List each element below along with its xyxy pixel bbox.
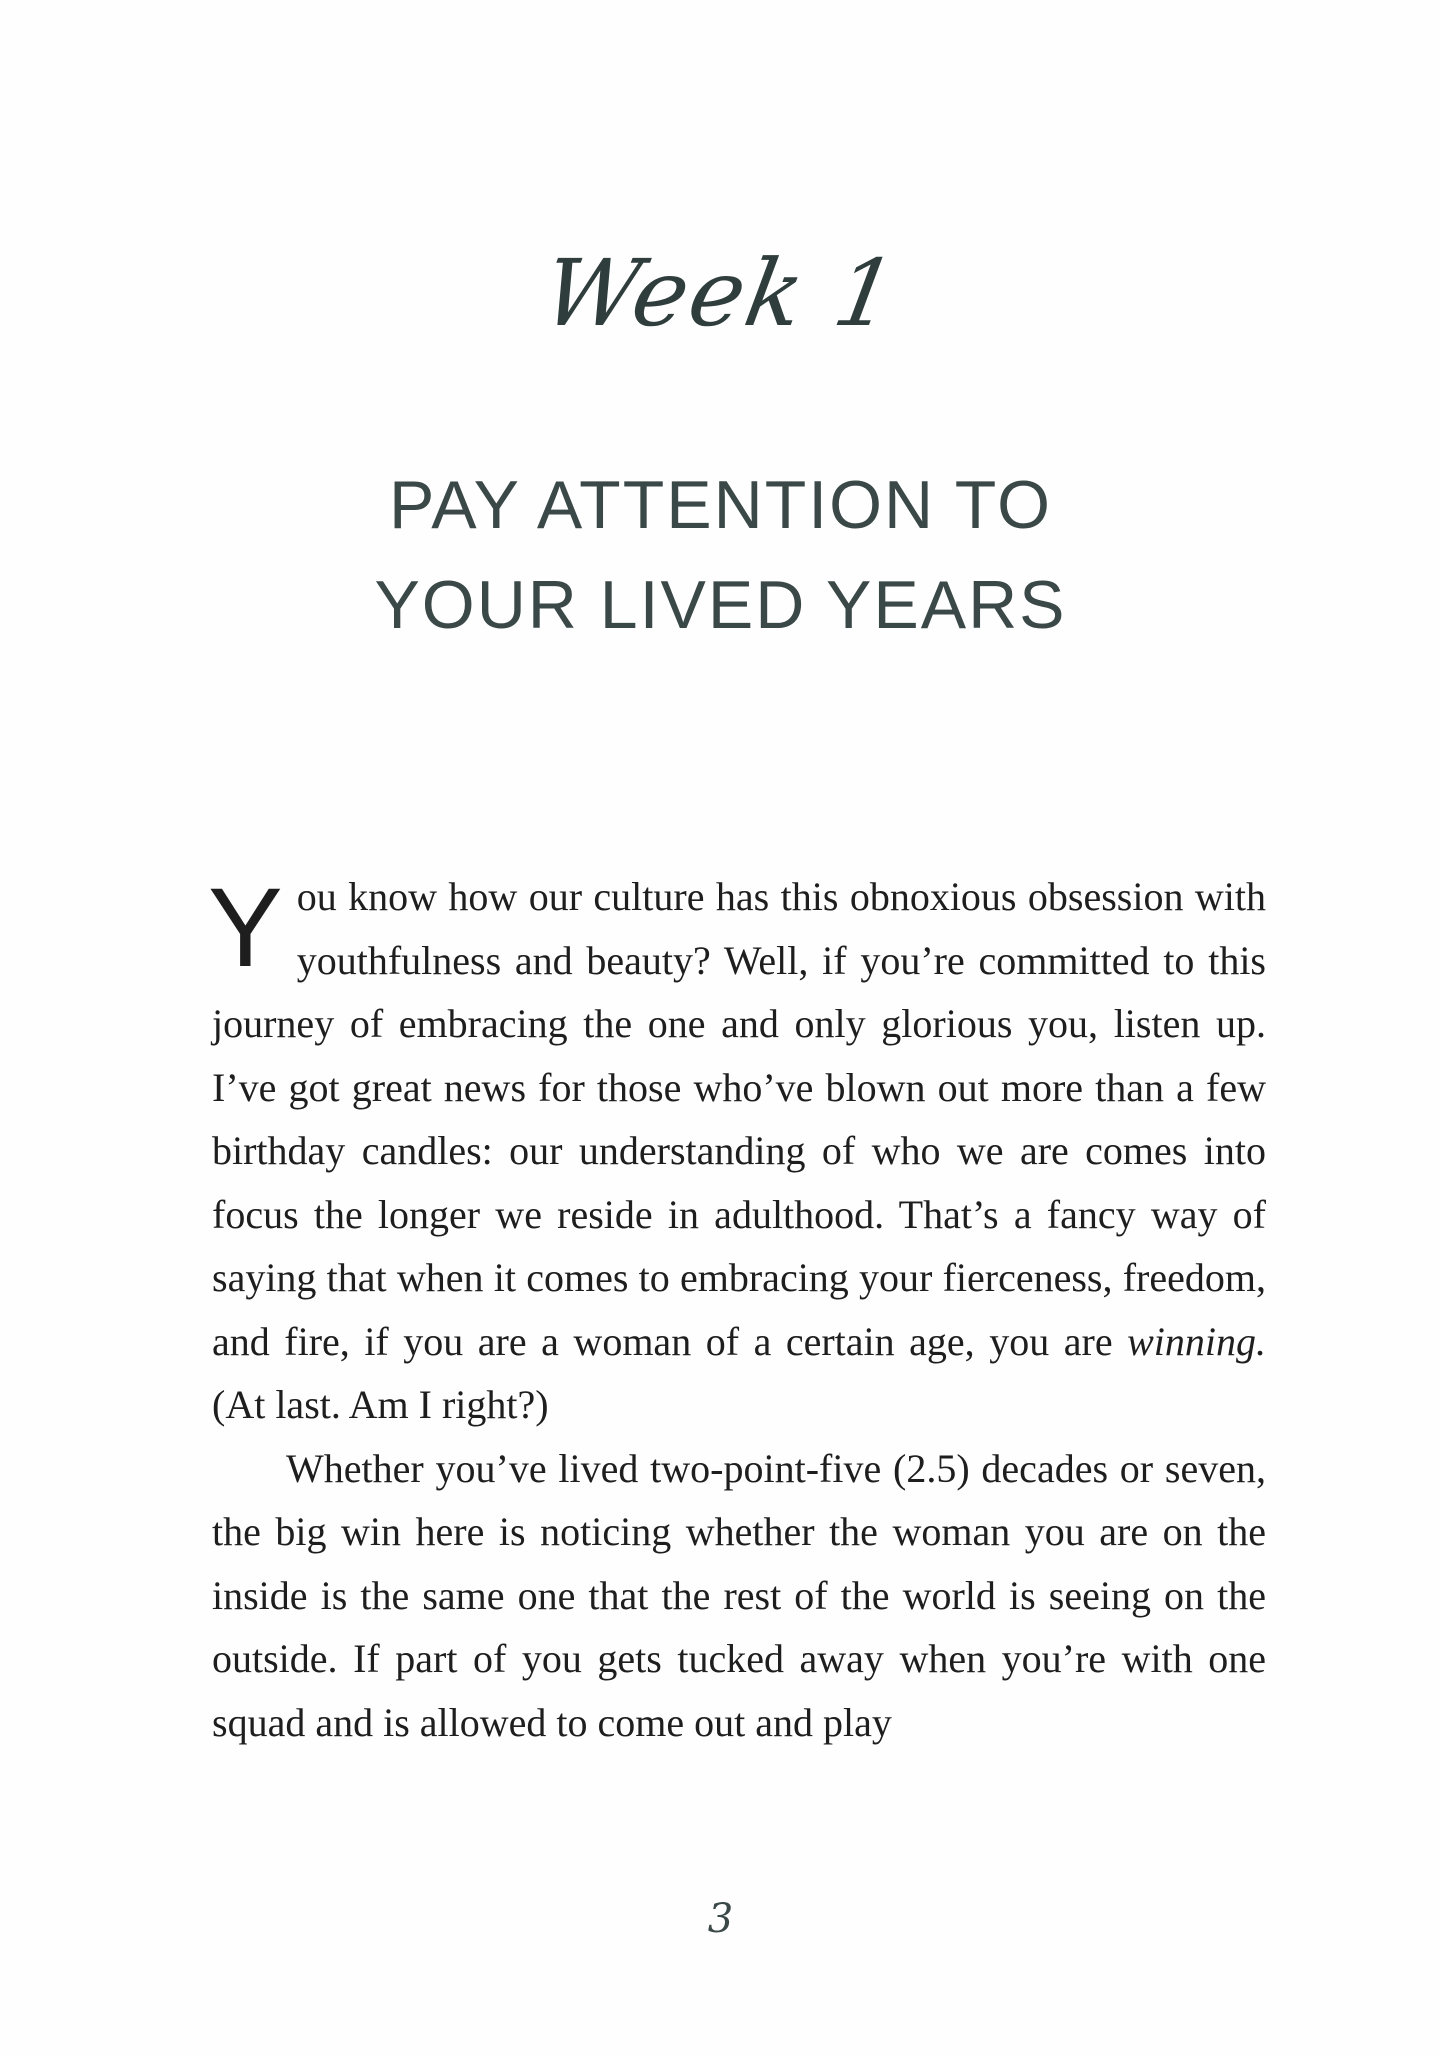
paragraph-1-text: ou know how our culture has this obnoxious obsession with youthfulness and beauty? Well, if you’re committed to this journey of embracing the one and only glorious you, listen up. I’ve got great news for those who’ve blown out more than a few birthday candles: our understanding of who we are comes into focus the longer we reside in adulthood. That’s a fancy way of saying that when it comes to embracing your fierceness, freedom, and fire, if you are a woman of a certain age, you are (212, 874, 1266, 1364)
chapter-title (0, 455, 1441, 655)
week-heading: Week 1 (535, 240, 906, 347)
paragraph-2: Whether you’ve lived two-point-five (2.5) decades or seven, the big win here is noticing whether the woman you are on the inside is the same one that the rest of the world is seeing on the outside. If part of you gets tucked away when you’re with one squad and is allowed to come out and play (212, 1445, 1266, 1745)
drop-cap: Y (208, 865, 283, 990)
page-number: 3 (707, 1896, 734, 1942)
paragraph-1 (208, 865, 1266, 1437)
paragraph-1-text-end: (At last. Am I right?) (212, 1382, 549, 1427)
body-text (208, 865, 1266, 1754)
paragraph-1-emphasis: winning. (1127, 1318, 1266, 1364)
chapter-title-line-1: PAY ATTENTION TO (388, 467, 1053, 543)
chapter-title-line-2: YOUR LIVED YEARS (374, 567, 1067, 643)
